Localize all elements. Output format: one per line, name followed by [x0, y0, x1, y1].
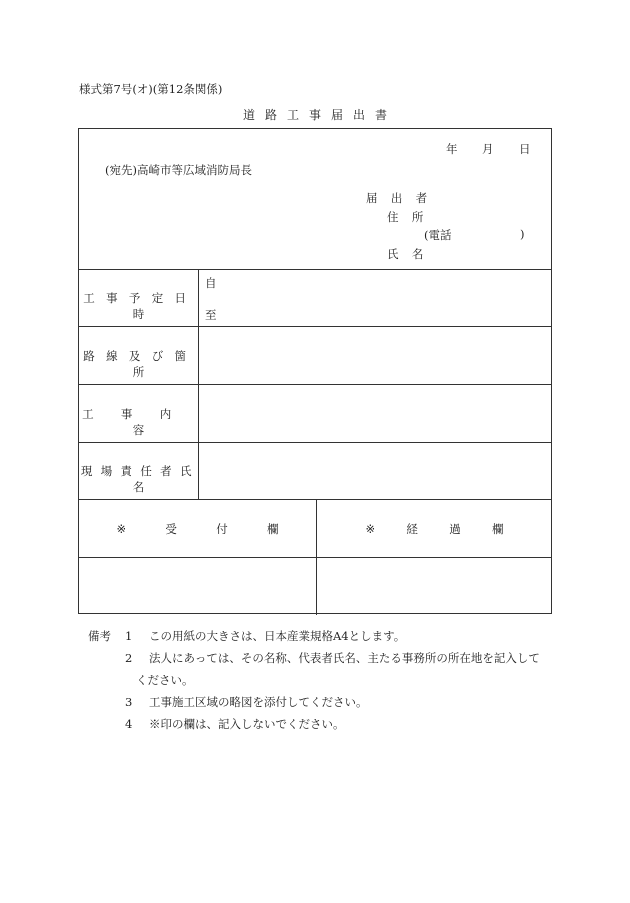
- name-char: 氏: [387, 247, 399, 261]
- applicant-char: 者: [415, 191, 428, 205]
- note-text: 工事施工区域の略図を添付してください。: [149, 695, 368, 709]
- application-form-table: [78, 128, 552, 614]
- title-char: 工: [286, 108, 299, 122]
- progress-column-header: ※ 経 過 欄: [365, 522, 504, 536]
- supervisor-label: 現 場 責 任 者 氏 名: [80, 464, 192, 494]
- title-char: 書: [375, 108, 388, 122]
- date-month-label: 月: [482, 142, 494, 156]
- notes-heading: 備考: [88, 629, 111, 643]
- note-text: ください。: [136, 673, 194, 687]
- route-label: 路 線 及 び 箇 所: [83, 349, 187, 379]
- applicant-label: [366, 190, 427, 206]
- phone-close-label: ): [520, 227, 525, 241]
- applicant-char: 届: [366, 191, 378, 205]
- addressee: (宛先)高崎市等広域消防局長: [105, 163, 252, 177]
- schedule-to-label: 至: [205, 308, 217, 322]
- note-number: 4: [125, 717, 133, 731]
- note-number: 3: [125, 695, 133, 709]
- address-char: 住: [387, 210, 399, 224]
- schedule-from-label: 自: [205, 276, 217, 290]
- title-char: 道: [242, 108, 255, 122]
- document-title: [0, 106, 630, 123]
- form-number-label: 様式第7号(オ)(第12条関係): [79, 82, 223, 96]
- title-char: 届: [331, 108, 344, 122]
- note-text: 法人にあっては、その名称、代表者氏名、主たる事務所の所在地を記入して: [149, 651, 540, 665]
- note-number: 1: [125, 629, 133, 643]
- content-label: 工 事 内 容: [82, 407, 172, 437]
- date-day-label: 日: [519, 142, 531, 156]
- applicant-char: 出: [390, 191, 403, 205]
- note-text: この用紙の大きさは、日本産業規格A4とします。: [149, 629, 406, 643]
- title-char: 事: [308, 108, 321, 122]
- name-char: 名: [411, 247, 424, 261]
- phone-open-label: (電話: [424, 228, 452, 242]
- receipt-column-header: ※ 受 付 欄: [116, 522, 279, 536]
- title-char: 路: [264, 108, 277, 122]
- address-label: [387, 209, 423, 225]
- title-char: 出: [353, 108, 366, 122]
- date-year-label: 年: [446, 142, 458, 156]
- note-text: ※印の欄は、記入しないでください。: [149, 717, 345, 731]
- name-label: [387, 246, 423, 262]
- address-char: 所: [411, 210, 424, 224]
- note-number: 2: [125, 651, 133, 665]
- schedule-label: 工 事 予 定 日 時: [83, 291, 187, 321]
